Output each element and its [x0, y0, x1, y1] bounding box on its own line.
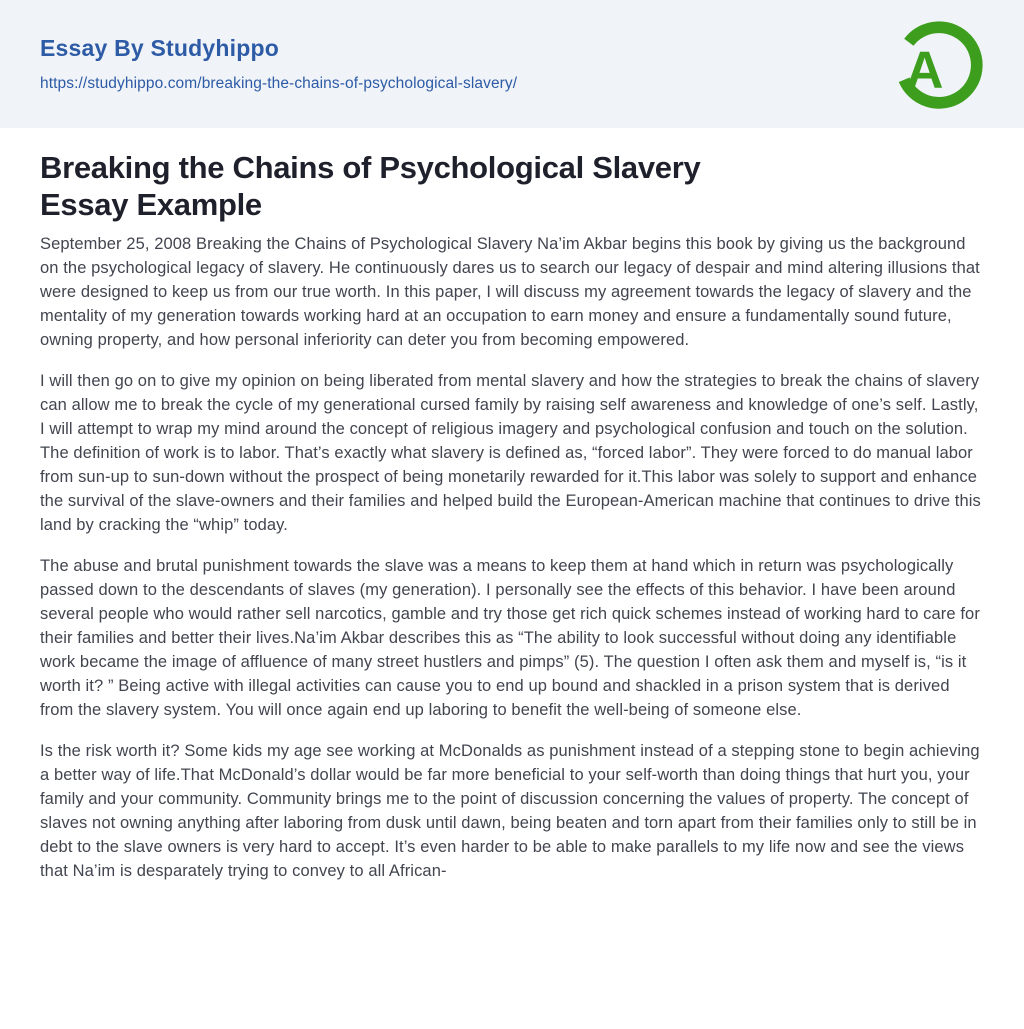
essay-paragraph-3: The abuse and brutal punishment towards the slave was a means to keep them at hand which in return was psychologically passed down to the descendants of slaves (my generation). I personally see the effects of this behavior. I have been around several people who would rather sell narcotics, gamble and try those get rich quick schemes instead of working hard to care for their families and better their lives.Na’im Akbar describes this as “The ability to look successful without doing any identifiable work became the image of affluence of many street hustlers and pimps” (5). The question I often ask them and myself is, “is it worth it? ” Being active with illegal activities can cause you to end up bound and shackled in a prison system that is derived from the slavery system. You will once again end up laboring to benefit the well-being of someone else. — [40, 557, 980, 719]
logo-letter: A — [905, 41, 944, 100]
header-text-block — [40, 35, 517, 94]
essay-title — [40, 149, 984, 223]
essay-url-link[interactable]: https://studyhippo.com/breaking-the-chains-of-psychological-slavery/ — [40, 75, 518, 93]
essay-content — [0, 149, 1024, 883]
essay-title-line-1: Breaking the Chains of Psychological Slavery — [40, 150, 701, 185]
essay-paragraph-2: I will then go on to give my opinion on being liberated from mental slavery and how the strategies to break the chains of slavery can allow me to break the cycle of my generational cursed family by raising self awareness and knowledge of one’s self. Lastly, I will attempt to wrap my mind around the concept of religious imagery and psychological confusion and touch on the solution. The definition of work is to labor. That’s exactly what slavery is defined as, “forced labor”. They were forced to do manual labor from sun-up to sun-down without the prospect of being monetarily rewarded for it.This labor was solely to support and enhance the survival of the slave-owners and their families and helped build the European-American machine that continues to drive this land by cracking the “whip” today. — [40, 372, 981, 534]
site-title-link[interactable]: Essay By Studyhippo — [40, 34, 279, 61]
page-header — [0, 0, 1024, 128]
studyhippo-logo-icon — [894, 20, 984, 110]
essay-body — [40, 232, 984, 883]
essay-paragraph-4: Is the risk worth it? Some kids my age see working at McDonalds as punishment instead of a stepping stone to begin achieving a better way of life.That McDonald’s dollar would be far more beneficial to your self-worth than doing things that hurt you, your family and your community. Community brings me to the point of discussion concerning the values of property. The concept of slaves not owning anything after laboring from dusk until dawn, being beaten and torn apart from their families only to still be in debt to the slave owners is very hard to accept. It’s even harder to be able to make parallels to my life now and see the views that Na’im is desparately trying to convey to all African- — [40, 742, 980, 880]
essay-paragraph-1: September 25, 2008 Breaking the Chains of Psychological Slavery Na’im Akbar begins this book by giving us the background on the psychological legacy of slavery. He continuously dares us to search our legacy of despair and mind altering illusions that were designed to keep us from our true worth. In this paper, I will discuss my agreement towards the legacy of slavery and the mentality of my generation towards working hard at an occupation to earn money and ensure a fundamentally sound future, owning property, and how personal inferiority can deter you from becoming empowered. — [40, 235, 980, 349]
essay-title-line-2: Essay Example — [40, 187, 262, 222]
